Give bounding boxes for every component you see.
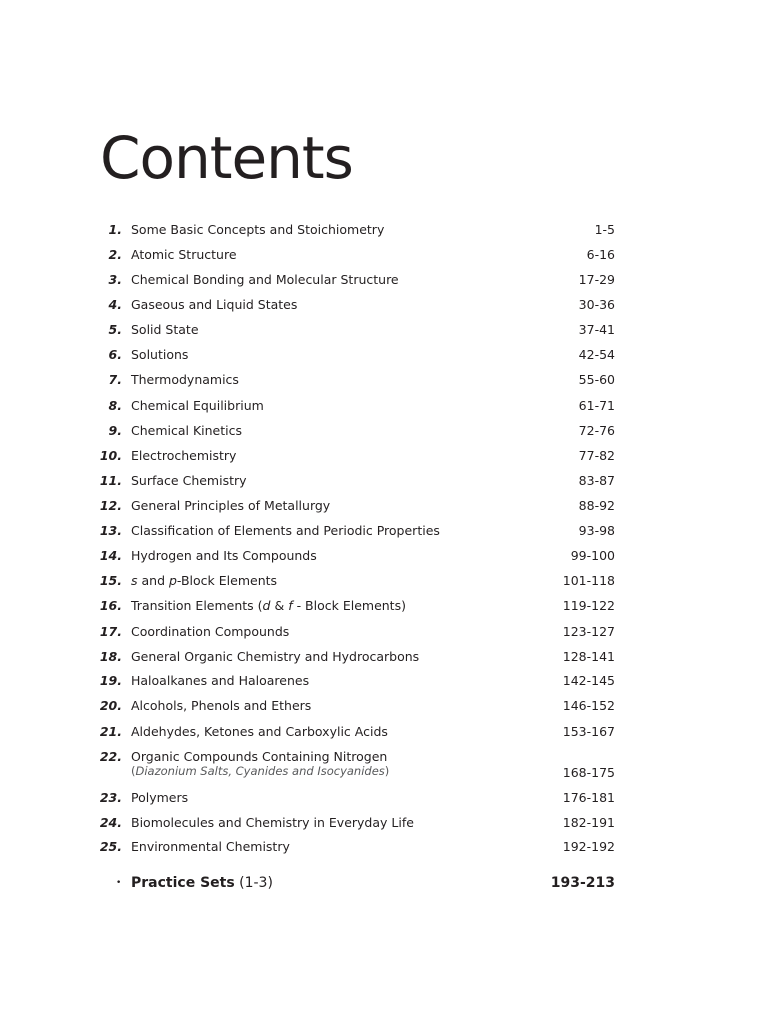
toc-entry-8[interactable] [0, 395, 768, 417]
entry-pages: 99-100 [570, 548, 615, 563]
entry-title: Biomolecules and Chemistry in Everyday Life [131, 815, 414, 830]
bullet-icon: • [116, 878, 122, 888]
practice-title [131, 872, 273, 894]
entry-title: Polymers [131, 790, 189, 805]
entry-number: 10. [99, 448, 122, 463]
toc-entry-6[interactable] [0, 344, 768, 366]
entry-title: Aldehydes, Ketones and Carboxylic Acids [131, 724, 388, 739]
entry-number: 25. [99, 839, 122, 854]
entry-number: 5. [108, 322, 122, 337]
toc-entry-7[interactable] [0, 369, 768, 391]
entry-title: Solid State [131, 322, 199, 337]
entry-title [131, 570, 277, 592]
toc-entry-14[interactable] [0, 545, 768, 567]
entry-number: 13. [99, 523, 122, 538]
toc-entry-20[interactable] [0, 695, 768, 717]
entry-title: Alcohols, Phenols and Ethers [131, 698, 312, 713]
subtitle-open-paren: ( [131, 764, 136, 778]
toc-entry-17[interactable] [0, 621, 768, 643]
entry-title: General Principles of Metallurgy [131, 498, 331, 513]
entry-title: Surface Chemistry [131, 473, 247, 488]
entry-title: Chemical Bonding and Molecular Structure [131, 272, 399, 287]
entry-pages: 182-191 [562, 815, 615, 830]
toc-entry-13[interactable] [0, 520, 768, 542]
entry-pages: 1-5 [594, 222, 615, 237]
entry-number: 6. [108, 347, 122, 362]
entry-number: 23. [99, 790, 122, 805]
entry-title-f: f [288, 598, 293, 613]
toc-entry-19[interactable] [0, 670, 768, 692]
entry-title: Chemical Kinetics [131, 423, 243, 438]
entry-pages: 17-29 [578, 272, 615, 287]
entry-pages: 55-60 [578, 372, 615, 387]
toc-entry-21[interactable] [0, 721, 768, 743]
entry-pages: 83-87 [578, 473, 615, 488]
toc-entry-22[interactable] [0, 746, 768, 786]
entry-title: Environmental Chemistry [131, 839, 290, 854]
entry-title-s: s [131, 573, 138, 588]
entry-pages: 119-122 [562, 598, 615, 613]
entry-title: Organic Compounds Containing Nitrogen [131, 749, 388, 764]
entry-title: Solutions [131, 347, 189, 362]
entry-title-rest: -Block Elements [176, 573, 278, 588]
entry-pages: 77-82 [578, 448, 615, 463]
entry-title: Classification of Elements and Periodic Properties [131, 523, 440, 538]
entry-pages: 146-152 [562, 698, 615, 713]
entry-number: 20. [99, 698, 122, 713]
entry-title: Thermodynamics [131, 372, 239, 387]
entry-number: 7. [108, 372, 122, 387]
entry-pages: 42-54 [578, 347, 615, 362]
entry-number: 12. [99, 498, 122, 513]
entry-pages: 37-41 [578, 322, 615, 337]
subtitle-close-paren: ) [384, 764, 390, 778]
entry-pages: 176-181 [562, 790, 615, 805]
entry-number: 21. [99, 724, 122, 739]
toc-entry-24[interactable] [0, 812, 768, 834]
entry-number: 2. [108, 247, 122, 262]
entry-number: 19. [99, 673, 122, 688]
toc-entry-9[interactable] [0, 420, 768, 442]
toc-practice-sets[interactable] [0, 872, 768, 894]
practice-title-range: (1-3) [234, 875, 273, 891]
toc-entry-4[interactable] [0, 294, 768, 316]
toc-entry-25[interactable] [0, 836, 768, 858]
toc-entry-16[interactable] [0, 595, 768, 617]
entry-pages: 93-98 [578, 523, 615, 538]
page-title: Contents [100, 124, 353, 192]
subtitle-text: Diazonium Salts, Cyanides and Isocyanides [135, 764, 385, 778]
toc-entry-23[interactable] [0, 787, 768, 809]
entry-number: 3. [108, 272, 122, 287]
entry-pages: 192-192 [562, 839, 615, 854]
entry-pages: 6-16 [586, 247, 615, 262]
entry-pages: 128-141 [562, 649, 615, 664]
toc-entry-15[interactable] [0, 570, 768, 592]
entry-number: 22. [99, 749, 122, 764]
entry-pages: 72-76 [578, 423, 615, 438]
toc-entry-12[interactable] [0, 495, 768, 517]
entry-title: Haloalkanes and Haloarenes [131, 673, 310, 688]
entry-title-p: p [168, 573, 177, 588]
practice-pages: 193-213 [550, 875, 615, 891]
entry-title: Gaseous and Liquid States [131, 297, 298, 312]
toc-entry-11[interactable] [0, 470, 768, 492]
entry-number: 9. [108, 423, 122, 438]
entry-number: 16. [99, 598, 122, 613]
entry-title: General Organic Chemistry and Hydrocarbons [131, 649, 420, 664]
entry-pages: 30-36 [578, 297, 615, 312]
entry-pages: 61-71 [578, 398, 615, 413]
practice-title-bold: Practice Sets [131, 875, 235, 891]
entry-title-amp: & [270, 598, 289, 613]
entry-pages: 88-92 [578, 498, 615, 513]
entry-number: 1. [108, 222, 122, 237]
entry-title: Coordination Compounds [131, 624, 290, 639]
toc-entry-3[interactable] [0, 269, 768, 291]
entry-title: Chemical Equilibrium [131, 398, 264, 413]
entry-title-pre: Transition Elements ( [131, 598, 263, 613]
entry-pages: 153-167 [562, 724, 615, 739]
entry-pages: 142-145 [562, 673, 615, 688]
toc-entry-10[interactable] [0, 445, 768, 467]
entry-title: Hydrogen and Its Compounds [131, 548, 317, 563]
entry-number: 24. [99, 815, 122, 830]
entry-title [131, 595, 406, 617]
entry-title: Some Basic Concepts and Stoichiometry [131, 222, 385, 237]
entry-number: 14. [99, 548, 122, 563]
entry-number: 11. [99, 473, 122, 488]
entry-subtitle [131, 762, 389, 780]
entry-number: 4. [108, 297, 122, 312]
entry-title: Atomic Structure [131, 247, 237, 262]
toc-entry-1[interactable] [0, 219, 768, 241]
entry-pages: 168-175 [562, 765, 615, 780]
entry-title-rest: - Block Elements) [292, 598, 406, 613]
entry-pages: 101-118 [562, 573, 615, 588]
entry-number: 18. [99, 649, 122, 664]
entry-number: 8. [108, 398, 122, 413]
entry-title-and: and [137, 573, 169, 588]
entry-pages: 123-127 [562, 624, 615, 639]
entry-title: Electrochemistry [131, 448, 237, 463]
entry-number: 15. [99, 573, 122, 588]
toc-entry-5[interactable] [0, 319, 768, 341]
toc-entry-2[interactable] [0, 244, 768, 266]
entry-number: 17. [99, 624, 122, 639]
toc-entry-18[interactable] [0, 646, 768, 668]
entry-title-d: d [262, 598, 271, 613]
